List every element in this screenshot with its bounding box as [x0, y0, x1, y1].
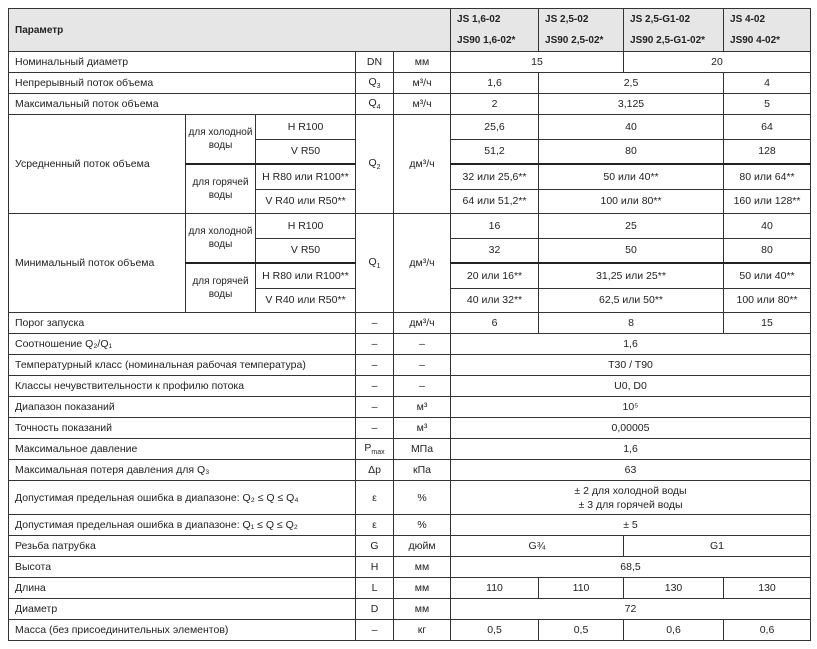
header-row	[9, 9, 811, 52]
table-row: Максимальный поток объема $Q_4$ м³/ч 2 3,125 5	[9, 94, 811, 115]
table-row: Максимальная потеря давления для Q₃ Δp кПа 63	[9, 460, 811, 481]
model-header: JS 4-02 JS90 4-02*	[724, 9, 811, 52]
table-row: Масса (без присоединительных элементов) – кг 0,5 0,5 0,6 0,6	[9, 620, 811, 641]
model-header: JS 1,6-02 JS90 1,6-02*	[451, 9, 539, 52]
model-header: JS 2,5-G1-02 JS90 2,5-G1-02*	[624, 9, 724, 52]
table-row: Точность показаний – м³ 0,00005	[9, 418, 811, 439]
table-row: Допустимая предельная ошибка в диапазоне: Q₁ ≤ Q ≤ Q₂ ε % ± 5	[9, 515, 811, 536]
table-row: Диаметр D мм 72	[9, 599, 811, 620]
table-row: Непрерывный поток объема $Q_3$ м³/ч 1,6 2,5 4	[9, 73, 811, 94]
param-header: Параметр	[9, 9, 451, 52]
table-row: для горячей воды H R80 или R100** 32 или 25,6** 50 или 40** 80 или 64**	[9, 164, 811, 189]
model-header: JS 2,5-02 JS90 2,5-02*	[539, 9, 624, 52]
table-row: V R50 51,2 80 128	[9, 139, 811, 164]
table-row: Номинальный диаметр DN мм 15 20	[9, 52, 811, 73]
table-row: Высота H мм 68,5	[9, 557, 811, 578]
table-row: Соотношение Q₂/Q₁ – – 1,6	[9, 334, 811, 355]
table-row: Усредненный поток объема для холодной воды H R100 $Q_2$ дм³/ч 25,6 40 64	[9, 115, 811, 140]
table-row: Порог запуска – дм³/ч 6 8 15	[9, 313, 811, 334]
table-row: Допустимая предельная ошибка в диапазоне: Q₂ ≤ Q ≤ Q₄ ε % ± 2 для холодной воды ± 3 для горячей воды	[9, 481, 811, 515]
table-row: Резьба патрубка G дюйм G¾ G1	[9, 536, 811, 557]
specifications-table	[8, 8, 811, 641]
table-row: V R40 или R50** 40 или 32** 62,5 или 50** 100 или 80**	[9, 288, 811, 313]
table-row: Температурный класс (номинальная рабочая температура) – – T30 / T90	[9, 355, 811, 376]
table-row: Длина L мм 110 110 130 130	[9, 578, 811, 599]
table-row: V R50 32 50 80	[9, 238, 811, 263]
table-row: для горячей воды H R80 или R100** 20 или 16** 31,25 или 25** 50 или 40**	[9, 263, 811, 288]
table-row: V R40 или R50** 64 или 51,2** 100 или 80** 160 или 128**	[9, 189, 811, 214]
table-row: Классы нечувствительности к профилю потока – – U0, D0	[9, 376, 811, 397]
table-row: Минимальный поток объема для холодной воды H R100 $Q_1$ дм³/ч 16 25 40	[9, 214, 811, 239]
table-row: Максимальное давление $P_{max}$ МПа 1,6	[9, 439, 811, 460]
table-row: Диапазон показаний – м³ 10⁵	[9, 397, 811, 418]
